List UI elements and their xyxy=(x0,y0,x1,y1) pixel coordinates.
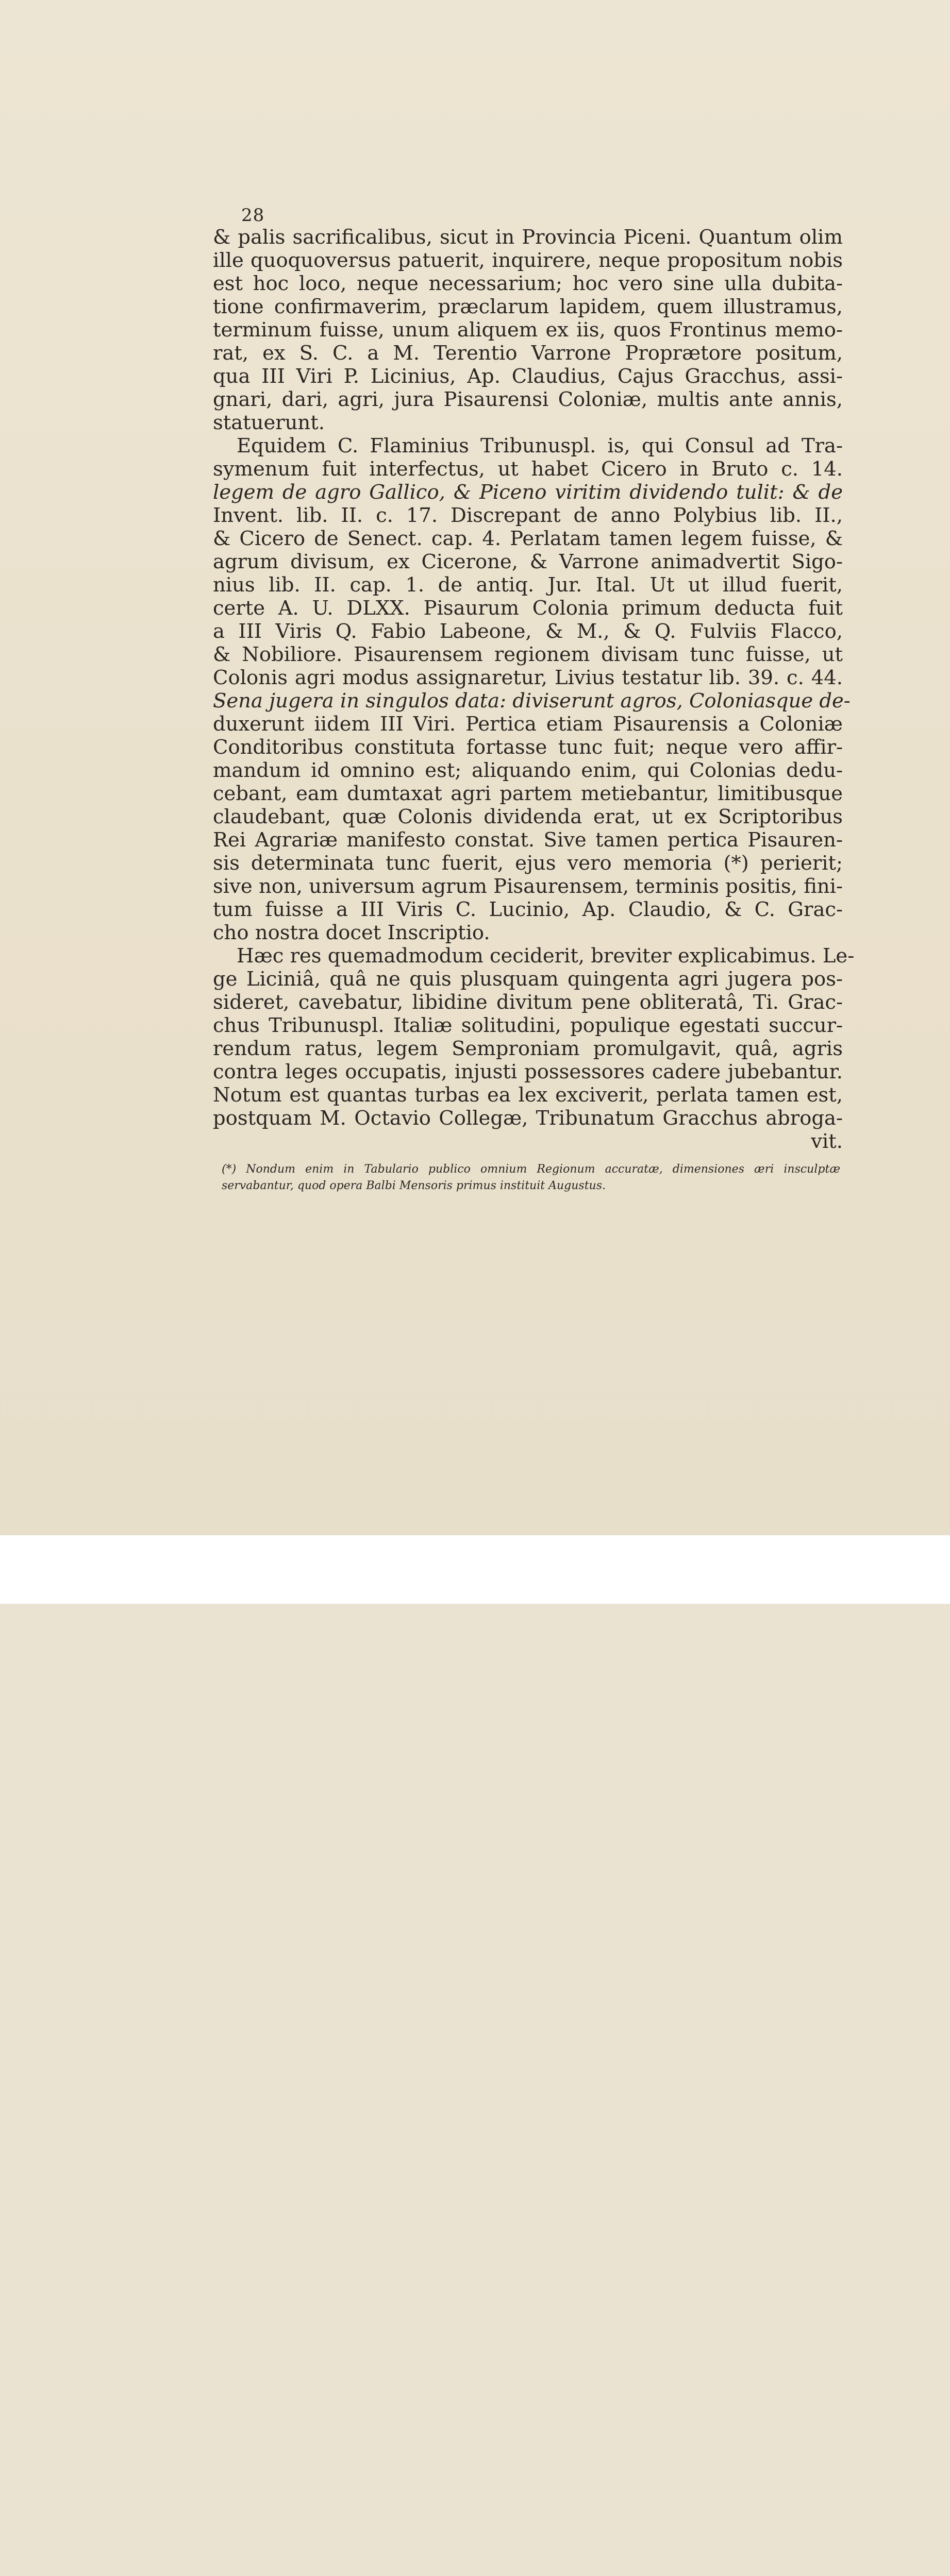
footnote-line: (*) Nondum enim in Tabulario publico omnium Regionum accuratæ, dimensiones æri insculptæ xyxy=(222,1163,840,1176)
text-line: Sena jugera in singulos data: diviserunt agros, Coloniasque de- xyxy=(213,689,851,713)
text-line: certe A. U. DLXX. Pisaurum Colonia primum deducta fuit xyxy=(213,597,843,620)
text-line: est hoc loco, neque necessarium; hoc vero sine ulla dubita- xyxy=(213,272,843,295)
text-line: Conditoribus constituta fortasse tunc fuit; neque vero affir- xyxy=(213,736,843,759)
text-line: duxerunt iidem III Viri. Pertica etiam Pisaurensis a Coloniæ xyxy=(213,713,843,736)
text-line: & Nobiliore. Pisaurensem regionem divisam tunc fuisse, ut xyxy=(213,643,843,666)
text-line: postquam M. Octavio Collegæ, Tribunatum Gracchus abroga- xyxy=(213,1107,843,1130)
text-line: statuerunt. xyxy=(213,411,325,434)
text-line: legem de agro Gallico, & Piceno viritim dividendo tulit: & de xyxy=(213,481,843,504)
text-line: chus Tribunuspl. Italiæ solitudini, populique egestati succur- xyxy=(213,1014,843,1037)
text-line: qua III Viri P. Licinius, Ap. Claudius, Cajus Gracchus, assi- xyxy=(213,365,843,388)
text-line: tione confirmaverim, præclarum lapidem, quem illustramus, xyxy=(213,295,843,318)
text-line: Equidem C. Flaminius Tribunuspl. is, qui Consul ad Tra- xyxy=(237,434,843,457)
footer-bar xyxy=(0,1535,950,1604)
text-line: sis determinata tunc fuerit, ejus vero memoria (*) perierit; xyxy=(213,852,843,875)
text-line: gnari, dari, agri, jura Pisaurensi Coloniæ, multis ante annis, xyxy=(213,388,843,411)
text-line: & palis sacrificalibus, sicut in Provincia Piceni. Quantum olim xyxy=(213,226,843,249)
text-line: vit. xyxy=(811,1130,843,1153)
page-number: 28 xyxy=(241,205,265,226)
body-text xyxy=(213,226,855,1153)
text-line: agrum divisum, ex Cicerone, & Varrone animadvertit Sigo- xyxy=(213,550,843,573)
text-line: symenum fuit interfectus, ut habet Cicero in Bruto c. 14. xyxy=(213,457,843,481)
text-line: mandum id omnino est; aliquando enim, qui Colonias dedu- xyxy=(213,759,843,782)
text-line: cho nostra docet Inscriptio. xyxy=(213,921,490,944)
footnote xyxy=(222,1161,840,1194)
text-line: & Cicero de Senect. cap. 4. Perlatam tamen legem fuisse, & xyxy=(213,527,843,550)
text-line: Notum est quantas turbas ea lex exciverit, perlata tamen est, xyxy=(213,1083,843,1107)
text-line: ge Liciniâ, quâ ne quis plusquam quingenta agri jugera pos- xyxy=(213,968,843,991)
text-line: Invent. lib. II. c. 17. Discrepant de anno Polybius lib. II., xyxy=(213,504,843,527)
footnote-line: servabantur, quod opera Balbi Mensoris primus instituit Augustus. xyxy=(222,1179,606,1192)
text-line: sideret, cavebatur, libidine divitum pene obliteratâ, Ti. Grac- xyxy=(213,991,843,1014)
text-line: contra leges occupatis, injusti possessores cadere jubebantur. xyxy=(213,1060,843,1083)
text-line: nius lib. II. cap. 1. de antiq. Jur. Ital. Ut ut illud fuerit, xyxy=(213,573,843,597)
text-line: rendum ratus, legem Semproniam promulgavit, quâ, agris xyxy=(213,1037,843,1060)
text-line: Colonis agri modus assignaretur, Livius testatur lib. 39. c. 44. xyxy=(213,666,843,689)
text-line: claudebant, quæ Colonis dividenda erat, ut ex Scriptoribus xyxy=(213,805,843,828)
text-line: Hæc res quemadmodum ceciderit, breviter explicabimus. Le- xyxy=(237,944,855,968)
text-line: Rei Agrariæ manifesto constat. Sive tamen pertica Pisauren- xyxy=(213,828,843,852)
text-line: rat, ex S. C. a M. Terentio Varrone Proprætore positum, xyxy=(213,342,843,365)
text-line: sive non, universum agrum Pisaurensem, terminis positis, fini- xyxy=(213,875,843,898)
text-line: tum fuisse a III Viris C. Lucinio, Ap. Claudio, & C. Grac- xyxy=(213,898,843,921)
text-line: a III Viris Q. Fabio Labeone, & M., & Q. Fulviis Flacco, xyxy=(213,620,843,643)
text-line: terminum fuisse, unum aliquem ex iis, quos Frontinus memo- xyxy=(213,318,843,342)
text-line: ille quoquoversus patuerit, inquirere, neque propositum nobis xyxy=(213,249,843,272)
text-line: cebant, eam dumtaxat agri partem metiebantur, limitibusque xyxy=(213,782,843,805)
